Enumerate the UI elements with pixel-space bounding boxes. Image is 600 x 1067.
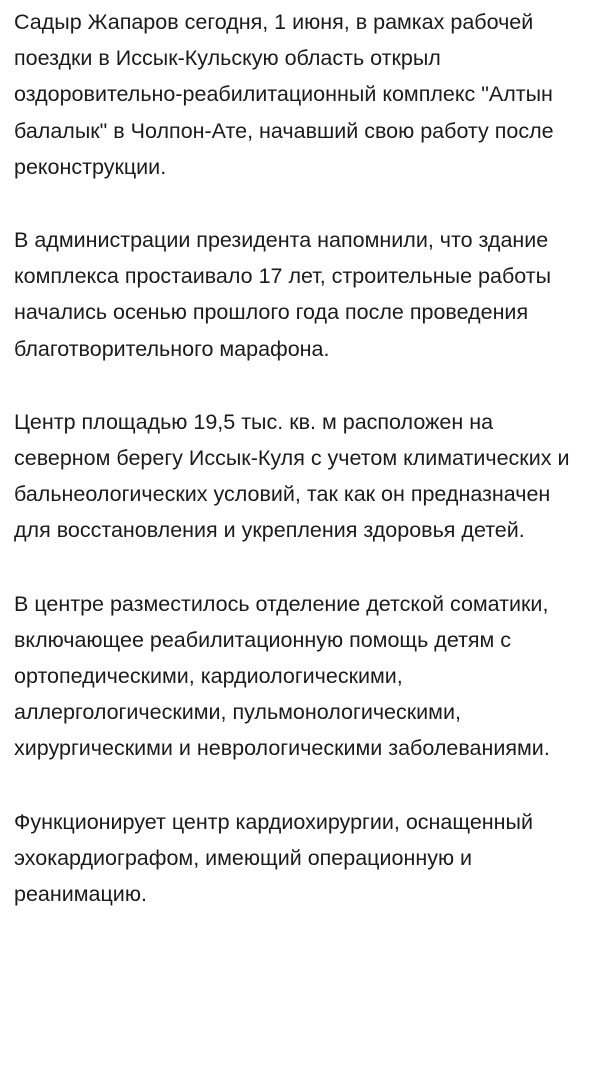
article-paragraph-4: В центре разместилось отделение детской соматики, включающее реабилитационную помощь детям с ортопедическими, кардиологическими, аллергологическими, пульмонологическими, хирургическими и неврологическими заболеваниями.	[14, 591, 550, 761]
article-paragraph-2: В администрации президента напомнили, что здание комплекса простаивало 17 лет, строительные работы начались осенью прошлого года после проведения благотворительного марафона.	[14, 228, 552, 361]
article-paragraph-1: Садыр Жапаров сегодня, 1 июня, в рамках рабочей поездки в Иссык-Кульскую область открыл оздоровительно-реабилитационный комплекс "Алтын балалык" в Чолпон-Ате, начавший свою работу после реконструкции.	[14, 10, 554, 179]
article-paragraph-3: Центр площадью 19,5 тыс. кв. м расположен на северном берегу Иссык-Куля с учетом климатических и бальнеологических условий, так как он предназначен для восстановления и укрепления здоровья детей.	[14, 409, 570, 543]
article-paragraph-5: Функционирует центр кардиохирургии, оснащенный эхокардиографом, имеющий операционную и реанимацию.	[14, 809, 533, 907]
